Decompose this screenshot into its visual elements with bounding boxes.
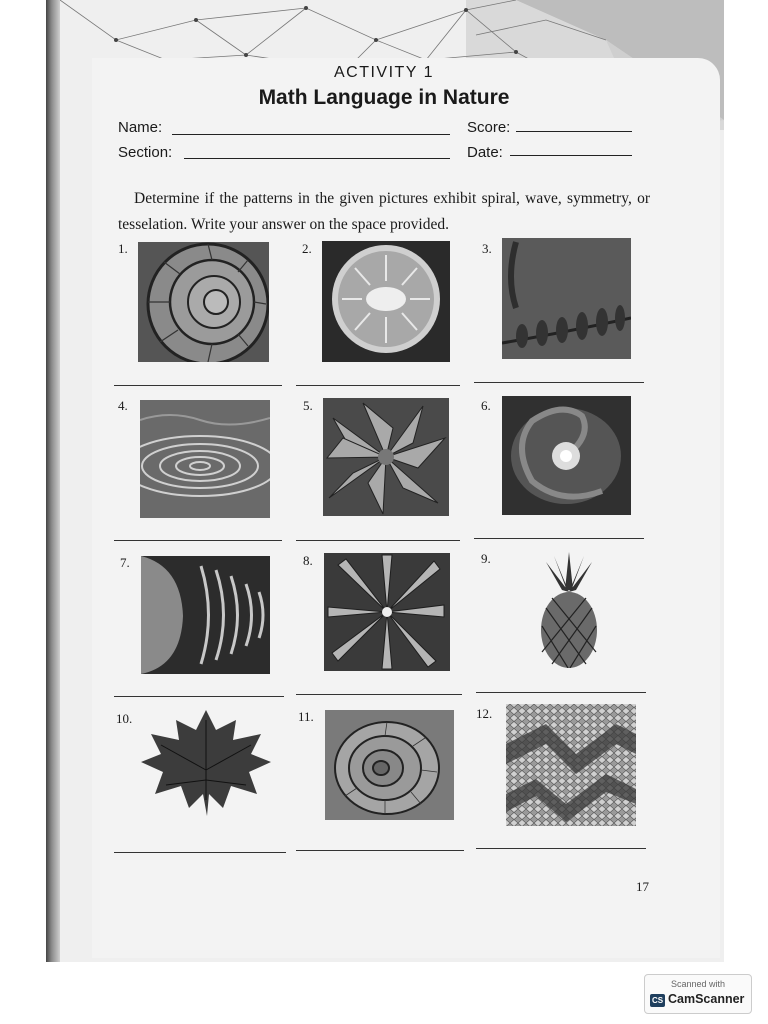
activity-title: Math Language in Nature: [258, 86, 510, 109]
book-binding-shadow: [46, 0, 60, 962]
answer-line-3[interactable]: [474, 382, 644, 383]
answer-line-1[interactable]: [114, 385, 282, 386]
snail-shell-image: [325, 710, 454, 820]
item-number: 1.: [118, 241, 128, 256]
answer-line-7[interactable]: [114, 696, 284, 697]
instructions-text: Determine if the patterns in the given pictures exhibit spiral, wave, symmetry, or tesselation. Write your answer on the space provided.: [118, 190, 650, 233]
item-number: 3.: [482, 241, 492, 256]
snake-skin-image: [506, 704, 636, 826]
item-number: 7.: [120, 555, 130, 570]
kiwi-slice-image: [322, 241, 450, 362]
page-number: 17: [636, 879, 649, 894]
item-number: 10.: [116, 711, 133, 726]
answer-line-8[interactable]: [296, 694, 462, 695]
answer-line-12[interactable]: [476, 848, 646, 849]
answer-line-11[interactable]: [296, 850, 464, 851]
camscanner-logo-icon: CS: [651, 996, 664, 1005]
agave-rosette-image: [324, 553, 450, 671]
camscanner-watermark: [644, 974, 752, 1014]
item-number: 9.: [481, 551, 491, 566]
watermark-brand: CamScanner: [668, 992, 745, 1006]
water-ripples-image: [140, 400, 270, 518]
name-field-line[interactable]: [172, 134, 450, 135]
section-label: Section:: [118, 144, 173, 161]
item-number: 12.: [476, 706, 493, 721]
date-field-line[interactable]: [510, 155, 632, 156]
item-number: 4.: [118, 398, 128, 413]
answer-line-6[interactable]: [474, 538, 644, 539]
item-number: 11.: [298, 709, 314, 724]
answer-line-9[interactable]: [476, 692, 646, 693]
item-number: 6.: [481, 398, 491, 413]
spiral-aloe-image: [323, 398, 449, 516]
answer-line-4[interactable]: [114, 540, 282, 541]
answer-line-2[interactable]: [296, 385, 460, 386]
activity-label: ACTIVITY 1: [333, 64, 435, 81]
watermark-caption: Scanned with: [670, 979, 726, 989]
item-number: 2.: [302, 241, 312, 256]
answer-line-5[interactable]: [296, 540, 460, 541]
score-label: Score:: [467, 119, 511, 136]
sound-waves-ear-image: [141, 556, 270, 674]
maple-leaf-image: [141, 710, 271, 816]
ammonite-fossil-image: [138, 242, 269, 362]
date-label: Date:: [467, 144, 503, 161]
item-number: 8.: [303, 553, 313, 568]
score-field-line[interactable]: [516, 131, 632, 132]
name-label: Name:: [118, 119, 163, 136]
section-field-line[interactable]: [184, 158, 450, 159]
pineapple-image: [538, 552, 600, 668]
spiral-galaxy-image: [502, 396, 631, 515]
fern-frond-image: [502, 238, 631, 359]
answer-line-10[interactable]: [114, 852, 286, 853]
item-number: 5.: [303, 398, 313, 413]
